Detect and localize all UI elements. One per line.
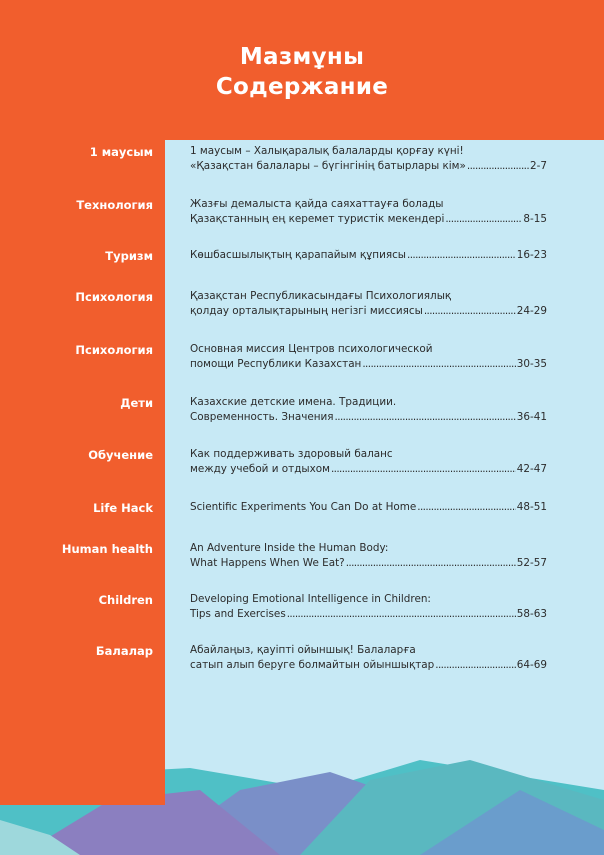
toc-entry-title: помощи Республики Казахстан	[190, 357, 362, 370]
toc-entry-title: между учебой и отдыхом	[190, 462, 330, 475]
dot-leader	[287, 607, 516, 622]
title-russian: Содержание	[215, 74, 389, 100]
dot-leader	[331, 462, 516, 477]
toc-entry[interactable]	[190, 447, 547, 476]
toc-category: 1 маусым	[89, 145, 153, 159]
toc-entry-title: Абайлаңыз, қауіпті ойыншық! Балаларға	[190, 644, 416, 656]
toc-entry-title: Көшбасшылықтың қарапайым құпиясы	[190, 249, 406, 261]
toc-category: Туризм	[105, 249, 153, 263]
toc-entry-title: What Happens When We Eat?	[190, 556, 345, 569]
title-kazakh: Мазмұны	[239, 44, 365, 70]
toc-entry[interactable]	[190, 144, 547, 173]
toc-page-range: 8-15	[523, 212, 547, 225]
toc-page-range: 16-23	[516, 249, 547, 261]
toc-category: Children	[98, 593, 153, 607]
category-sidebar	[0, 140, 165, 805]
dot-leader	[407, 248, 516, 263]
toc-entry-title: Казахские детские имена. Традиции.	[190, 396, 397, 408]
toc-category: Life Hack	[93, 501, 153, 515]
toc-entry[interactable]	[190, 643, 547, 672]
toc-entry-title: Tips and Exercises	[190, 607, 286, 620]
toc-page-range: 48-51	[516, 501, 547, 513]
toc-entry[interactable]	[190, 541, 547, 570]
toc-entry-title: Современность. Значения	[190, 410, 334, 423]
toc-entry-title: 1 маусым – Халықаралық балаларды қорғау күні!	[190, 145, 464, 157]
toc-category: Психология	[75, 343, 153, 357]
toc-entry-title: Как поддерживать здоровый баланс	[190, 448, 393, 460]
toc-category: Балалар	[95, 644, 153, 658]
toc-page-range: 58-63	[516, 607, 547, 620]
dot-leader	[445, 212, 522, 227]
toc-entry-title: Основная миссия Центров психологической	[190, 343, 433, 355]
toc-entry[interactable]	[190, 395, 547, 424]
toc-page-range: 52-57	[516, 556, 547, 569]
toc-entry[interactable]	[190, 500, 547, 515]
toc-page-range: 42-47	[516, 462, 547, 475]
toc-entry-title: «Қазақстан балалары – бүгінгінің батырлары кім»	[190, 159, 466, 172]
dot-leader	[417, 500, 516, 515]
toc-entry-title: Developing Emotional Intelligence in Children:	[190, 593, 431, 605]
toc-entry[interactable]	[190, 289, 547, 318]
toc-entry-title: Қазақстанның ең керемет туристік мекендері	[190, 212, 445, 225]
toc-entry-title: Жазғы демалыста қайда саяхаттауға болады	[190, 198, 444, 210]
toc-page-range: 24-29	[516, 304, 547, 317]
dot-leader	[346, 556, 516, 571]
toc-page-range: 36-41	[516, 410, 547, 423]
toc-category: Дети	[120, 396, 153, 410]
dot-leader	[435, 658, 516, 673]
toc-page-range: 2-7	[530, 159, 547, 172]
toc-entry-title: сатып алып беруге болмайтын ойыншықтар	[190, 658, 435, 671]
toc-page-range: 30-35	[516, 357, 547, 370]
dot-leader	[424, 304, 516, 319]
toc-entry[interactable]	[190, 342, 547, 371]
dot-leader	[335, 410, 516, 425]
toc-entry-title: қолдау орталықтарының негізгі миссиясы	[190, 304, 423, 317]
toc-entry-title: An Adventure Inside the Human Body:	[190, 542, 389, 554]
toc-category: Психология	[75, 290, 153, 304]
toc-category: Технология	[76, 198, 153, 212]
dot-leader	[362, 357, 515, 372]
toc-entry[interactable]	[190, 248, 547, 263]
toc-category: Обучение	[88, 448, 153, 462]
dot-leader	[467, 159, 529, 174]
toc-page-range: 64-69	[516, 658, 547, 671]
toc-category: Human health	[61, 542, 153, 556]
toc-entry[interactable]	[190, 592, 547, 621]
toc-entry-title: Scientific Experiments You Can Do at Home	[190, 501, 417, 513]
toc-entry-title: Қазақстан Республикасындағы Психологиялық	[190, 290, 452, 302]
toc-entry[interactable]	[190, 197, 547, 226]
header-banner	[0, 0, 604, 140]
